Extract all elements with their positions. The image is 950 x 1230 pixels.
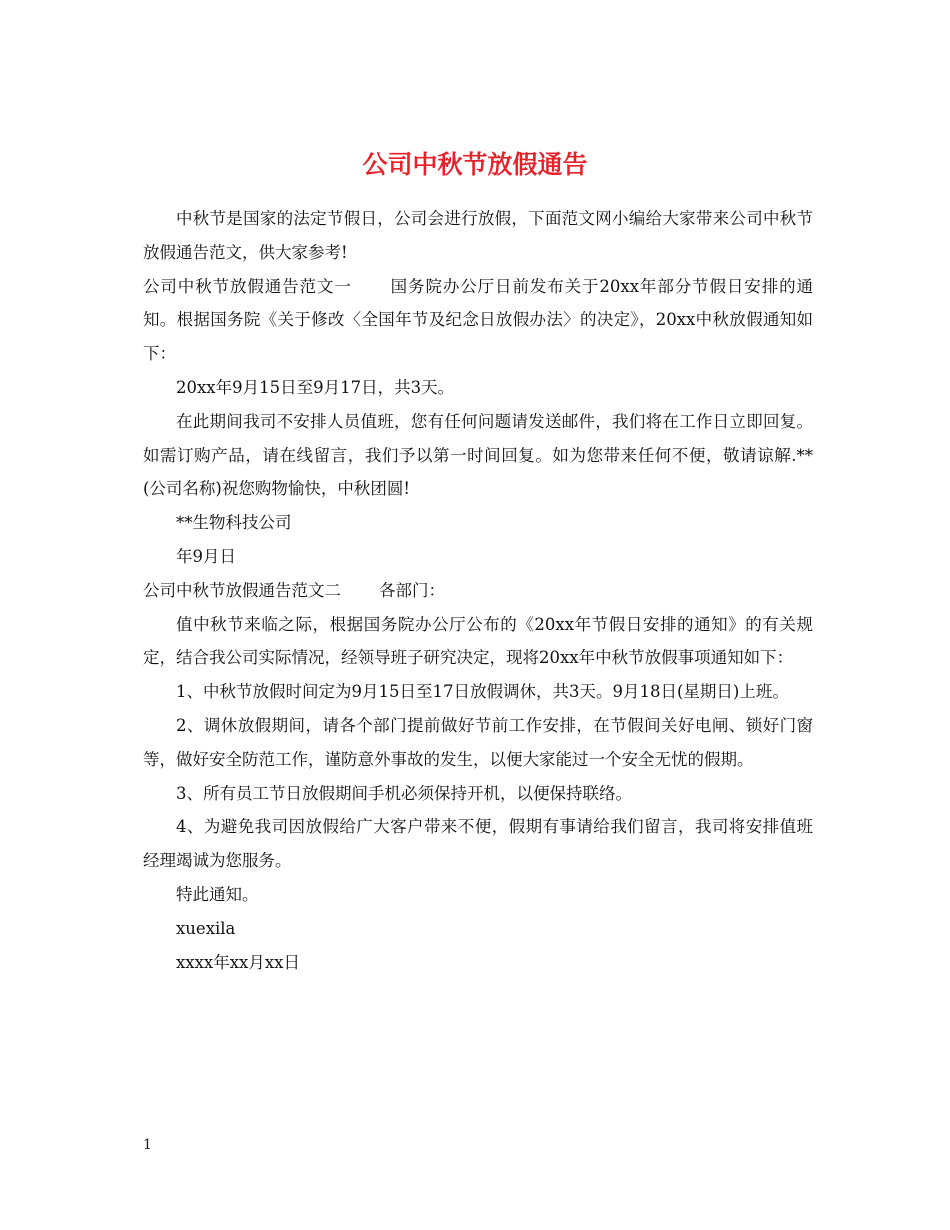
sample-one-first-paragraph — [143, 270, 813, 371]
notice-item-1: 1、中秋节放假时间定为9月15日至17日放假调休，共3天。9月18日(星期日)上班。 — [176, 682, 789, 702]
sample-two-heading: 公司中秋节放假通告范文二 — [143, 580, 341, 600]
signature: xuexila — [176, 918, 236, 938]
sample-one-notice: 在此期间我司不安排人员值班，您有任何问题请发送邮件，我们将在工作日立即回复。如需订购产品，请在线留言，我们予以第一时间回复。如为您带来任何不便，敬请谅解.**(公司名称)祝您购物愉快，中秋团圆! — [143, 411, 813, 499]
sample-two-lead: 值中秋节来临之际，根据国务院办公厅公布的《20xx年节假日安排的通知》的有关规定，结合我公司实际情况，经领导班子研究决定，现将20xx年中秋节放假事项通知如下： — [143, 614, 813, 668]
sample-one-dates: 20xx年9月15日至9月17日，共3天。 — [176, 377, 455, 397]
page-number: 1 — [143, 1137, 152, 1153]
notice-item-4: 4、为避免我司因放假给广大客户带来不便，假期有事请给我们留言，我司将安排值班经理竭诚为您服务。 — [143, 817, 813, 871]
intro-paragraph: 中秋节是国家的法定节假日，公司会进行放假，下面范文网小编给大家带来公司中秋节放假通告范文，供大家参考! — [143, 209, 813, 262]
closing-line: 特此通知。 — [176, 884, 259, 904]
notice-item-3: 3、所有员工节日放假期间手机必须保持开机，以便保持联络。 — [176, 783, 632, 803]
notice-item-2: 2、调休放假期间，请各个部门提前做好节前工作安排，在节假间关好电闸、锁好门窗等，做好安全防范工作，谨防意外事故的发生，以便大家能过一个安全无忧的假期。 — [143, 715, 813, 769]
sample-one-date: 年9月日 — [176, 546, 236, 566]
sample-two-salutation: 各部门： — [379, 580, 445, 600]
sample-one-lead: 国务院办公厅日前发布关于20xx年部分节假日安排的通知。根据国务院《关于修改〈全国年节及纪念日放假办法〉的决定》，20xx中秋放假通知如下： — [143, 276, 814, 364]
sample-two-first-paragraph — [143, 574, 813, 608]
sample-one-heading: 公司中秋节放假通告范文一 — [143, 276, 352, 296]
page-title: 公司中秋节放假通告 — [362, 149, 588, 179]
sample-two-date: xxxx年xx月xx日 — [176, 952, 300, 972]
sample-one-company: **生物科技公司 — [176, 513, 292, 533]
document-body — [143, 202, 813, 979]
